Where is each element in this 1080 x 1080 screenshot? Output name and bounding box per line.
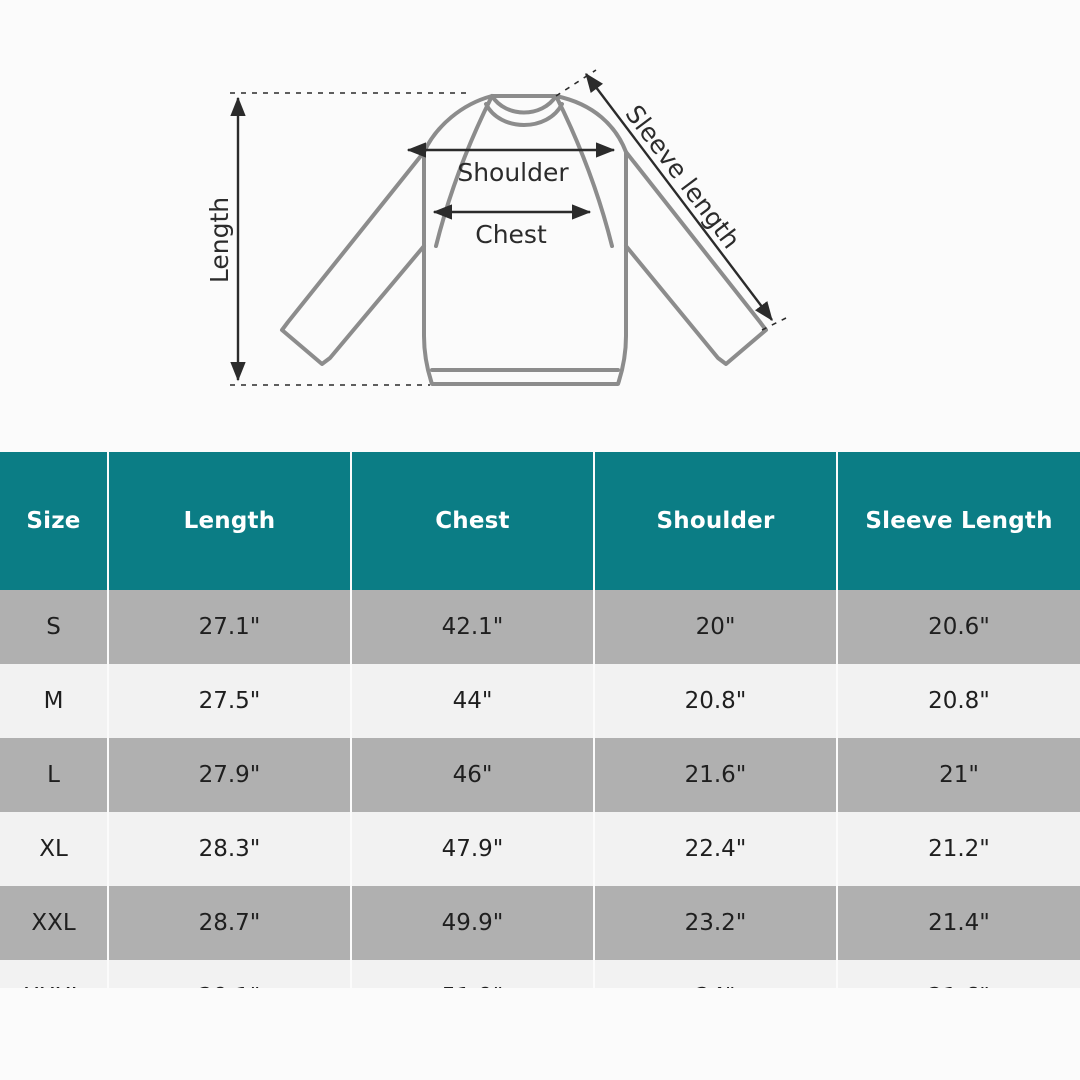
- cell-sleeve-length: 21.4": [837, 886, 1080, 960]
- cell-shoulder: 22.4": [594, 812, 837, 886]
- garment-diagram-svg: [0, 0, 1080, 452]
- table-row: [0, 812, 1080, 886]
- table-row: [0, 664, 1080, 738]
- cell-length: 28.7": [108, 886, 351, 960]
- cell-length: 28.3": [108, 812, 351, 886]
- table-header-row: [0, 452, 1080, 590]
- cell-chest: 49.9": [351, 886, 594, 960]
- cell-length: 27.5": [108, 664, 351, 738]
- cell-sleeve-length: 21.2": [837, 812, 1080, 886]
- cell-chest: 42.1": [351, 590, 594, 664]
- table-header-chest: Chest: [351, 452, 594, 590]
- cell-size: XXL: [0, 886, 108, 960]
- length-dimension: [205, 93, 470, 385]
- cell-sleeve-length: 21": [837, 738, 1080, 812]
- size-table-wrap: [0, 452, 1080, 1034]
- cell-shoulder: 23.2": [594, 886, 837, 960]
- garment-diagram: [0, 0, 1080, 452]
- sleeve-length-label: Sleeve length: [619, 99, 746, 255]
- cell-sleeve-length: 20.6": [837, 590, 1080, 664]
- cell-length: 27.9": [108, 738, 351, 812]
- table-header-size: Size: [0, 452, 108, 590]
- table-row: [0, 590, 1080, 664]
- cell-length: 27.1": [108, 590, 351, 664]
- footer-space: [0, 988, 1080, 1080]
- cell-size: M: [0, 664, 108, 738]
- table-header-sleeve-length: Sleeve Length: [837, 452, 1080, 590]
- cell-chest: 46": [351, 738, 594, 812]
- table-row: [0, 886, 1080, 960]
- cell-shoulder: 20": [594, 590, 837, 664]
- table-header-shoulder: Shoulder: [594, 452, 837, 590]
- cell-size: XL: [0, 812, 108, 886]
- shoulder-label: Shoulder: [457, 158, 569, 187]
- cell-chest: 44": [351, 664, 594, 738]
- cell-shoulder: 21.6": [594, 738, 837, 812]
- cell-shoulder: 20.8": [594, 664, 837, 738]
- table-row: [0, 738, 1080, 812]
- size-table: [0, 452, 1080, 1034]
- cell-size: S: [0, 590, 108, 664]
- chest-label: Chest: [475, 220, 547, 249]
- length-label: Length: [205, 196, 234, 284]
- cell-chest: 47.9": [351, 812, 594, 886]
- cell-sleeve-length: 20.8": [837, 664, 1080, 738]
- chest-dimension: [434, 212, 590, 249]
- table-header-length: Length: [108, 452, 351, 590]
- cell-size: L: [0, 738, 108, 812]
